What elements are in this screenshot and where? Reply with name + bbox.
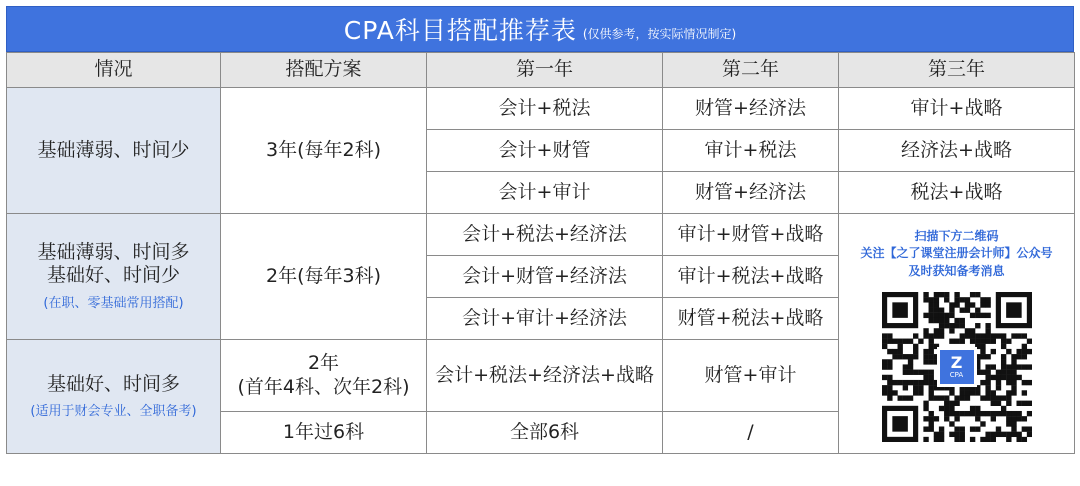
header-year2: 第二年 [663,53,839,88]
header-year3: 第三年 [839,53,1075,88]
header-year1: 第一年 [427,53,663,88]
year1-cell: 会计+审计+经济法 [427,298,663,340]
qr-logo-icon [937,347,977,387]
title-bar [6,6,1074,52]
year1-cell: 会计+财管 [427,130,663,172]
situation-note: (在职、零基础常用搭配) [43,296,184,312]
plan-line: 2年 [307,351,340,374]
table-title: CPA科目搭配推荐表 [343,16,577,45]
year2-cell: 财管+经济法 [663,172,839,214]
subject-plan-table [6,52,1075,454]
header-situation: 情况 [7,53,221,88]
situation-cell [7,214,221,340]
year1-cell: 会计+财管+经济法 [427,256,663,298]
year2-cell: 审计+税法+战略 [663,256,839,298]
header-plan: 搭配方案 [221,53,427,88]
situation-line: 基础好、时间多 [46,372,180,395]
year3-cell: 审计+战略 [839,88,1075,130]
table-row [7,214,1075,256]
year1-cell: 会计+税法+经济法+战略 [427,340,663,412]
table-row [7,88,1075,130]
year2-cell: 审计+财管+战略 [663,214,839,256]
year2-cell: 财管+审计 [663,340,839,412]
plan-cell: 3年(每年2科) [221,88,427,214]
year2-cell: 审计+税法 [663,130,839,172]
qr-logo-letter: Z [950,353,963,373]
year3-cell: 经济法+战略 [839,130,1075,172]
situation-line: 基础薄弱、时间多 [37,240,190,263]
qr-promo-cell [839,214,1075,454]
plan-cell: 2年(每年3科) [221,214,427,340]
plan-line: (首年4科、次年2科) [237,375,410,398]
year3-cell: 税法+战略 [839,172,1075,214]
plan-cell: 1年过6科 [221,412,427,454]
year2-cell: 财管+经济法 [663,88,839,130]
qr-caption-2: 关注【之了课堂注册会计师】公众号 [860,246,1053,261]
situation-line: 基础好、时间少 [46,264,180,287]
year1-cell: 会计+税法+经济法 [427,214,663,256]
header-row [7,53,1075,88]
year1-cell: 全部6科 [427,412,663,454]
title-note: (仅供参考，按实际情况制定) [582,26,737,41]
qr-code-icon[interactable] [882,292,1032,442]
qr-logo-text: CPA [949,371,964,380]
recommendation-table-page [6,6,1074,480]
year1-cell: 会计+税法 [427,88,663,130]
plan-cell [221,340,427,412]
situation-cell [7,340,221,454]
qr-caption-3: 及时获知备考消息 [908,263,1005,278]
year1-cell: 会计+审计 [427,172,663,214]
year2-cell: / [663,412,839,454]
situation-note: (适用于财会专业、全职备考) [30,404,197,420]
situation-cell: 基础薄弱、时间少 [7,88,221,214]
year2-cell: 财管+税法+战略 [663,298,839,340]
qr-caption-1: 扫描下方二维码 [914,229,999,243]
